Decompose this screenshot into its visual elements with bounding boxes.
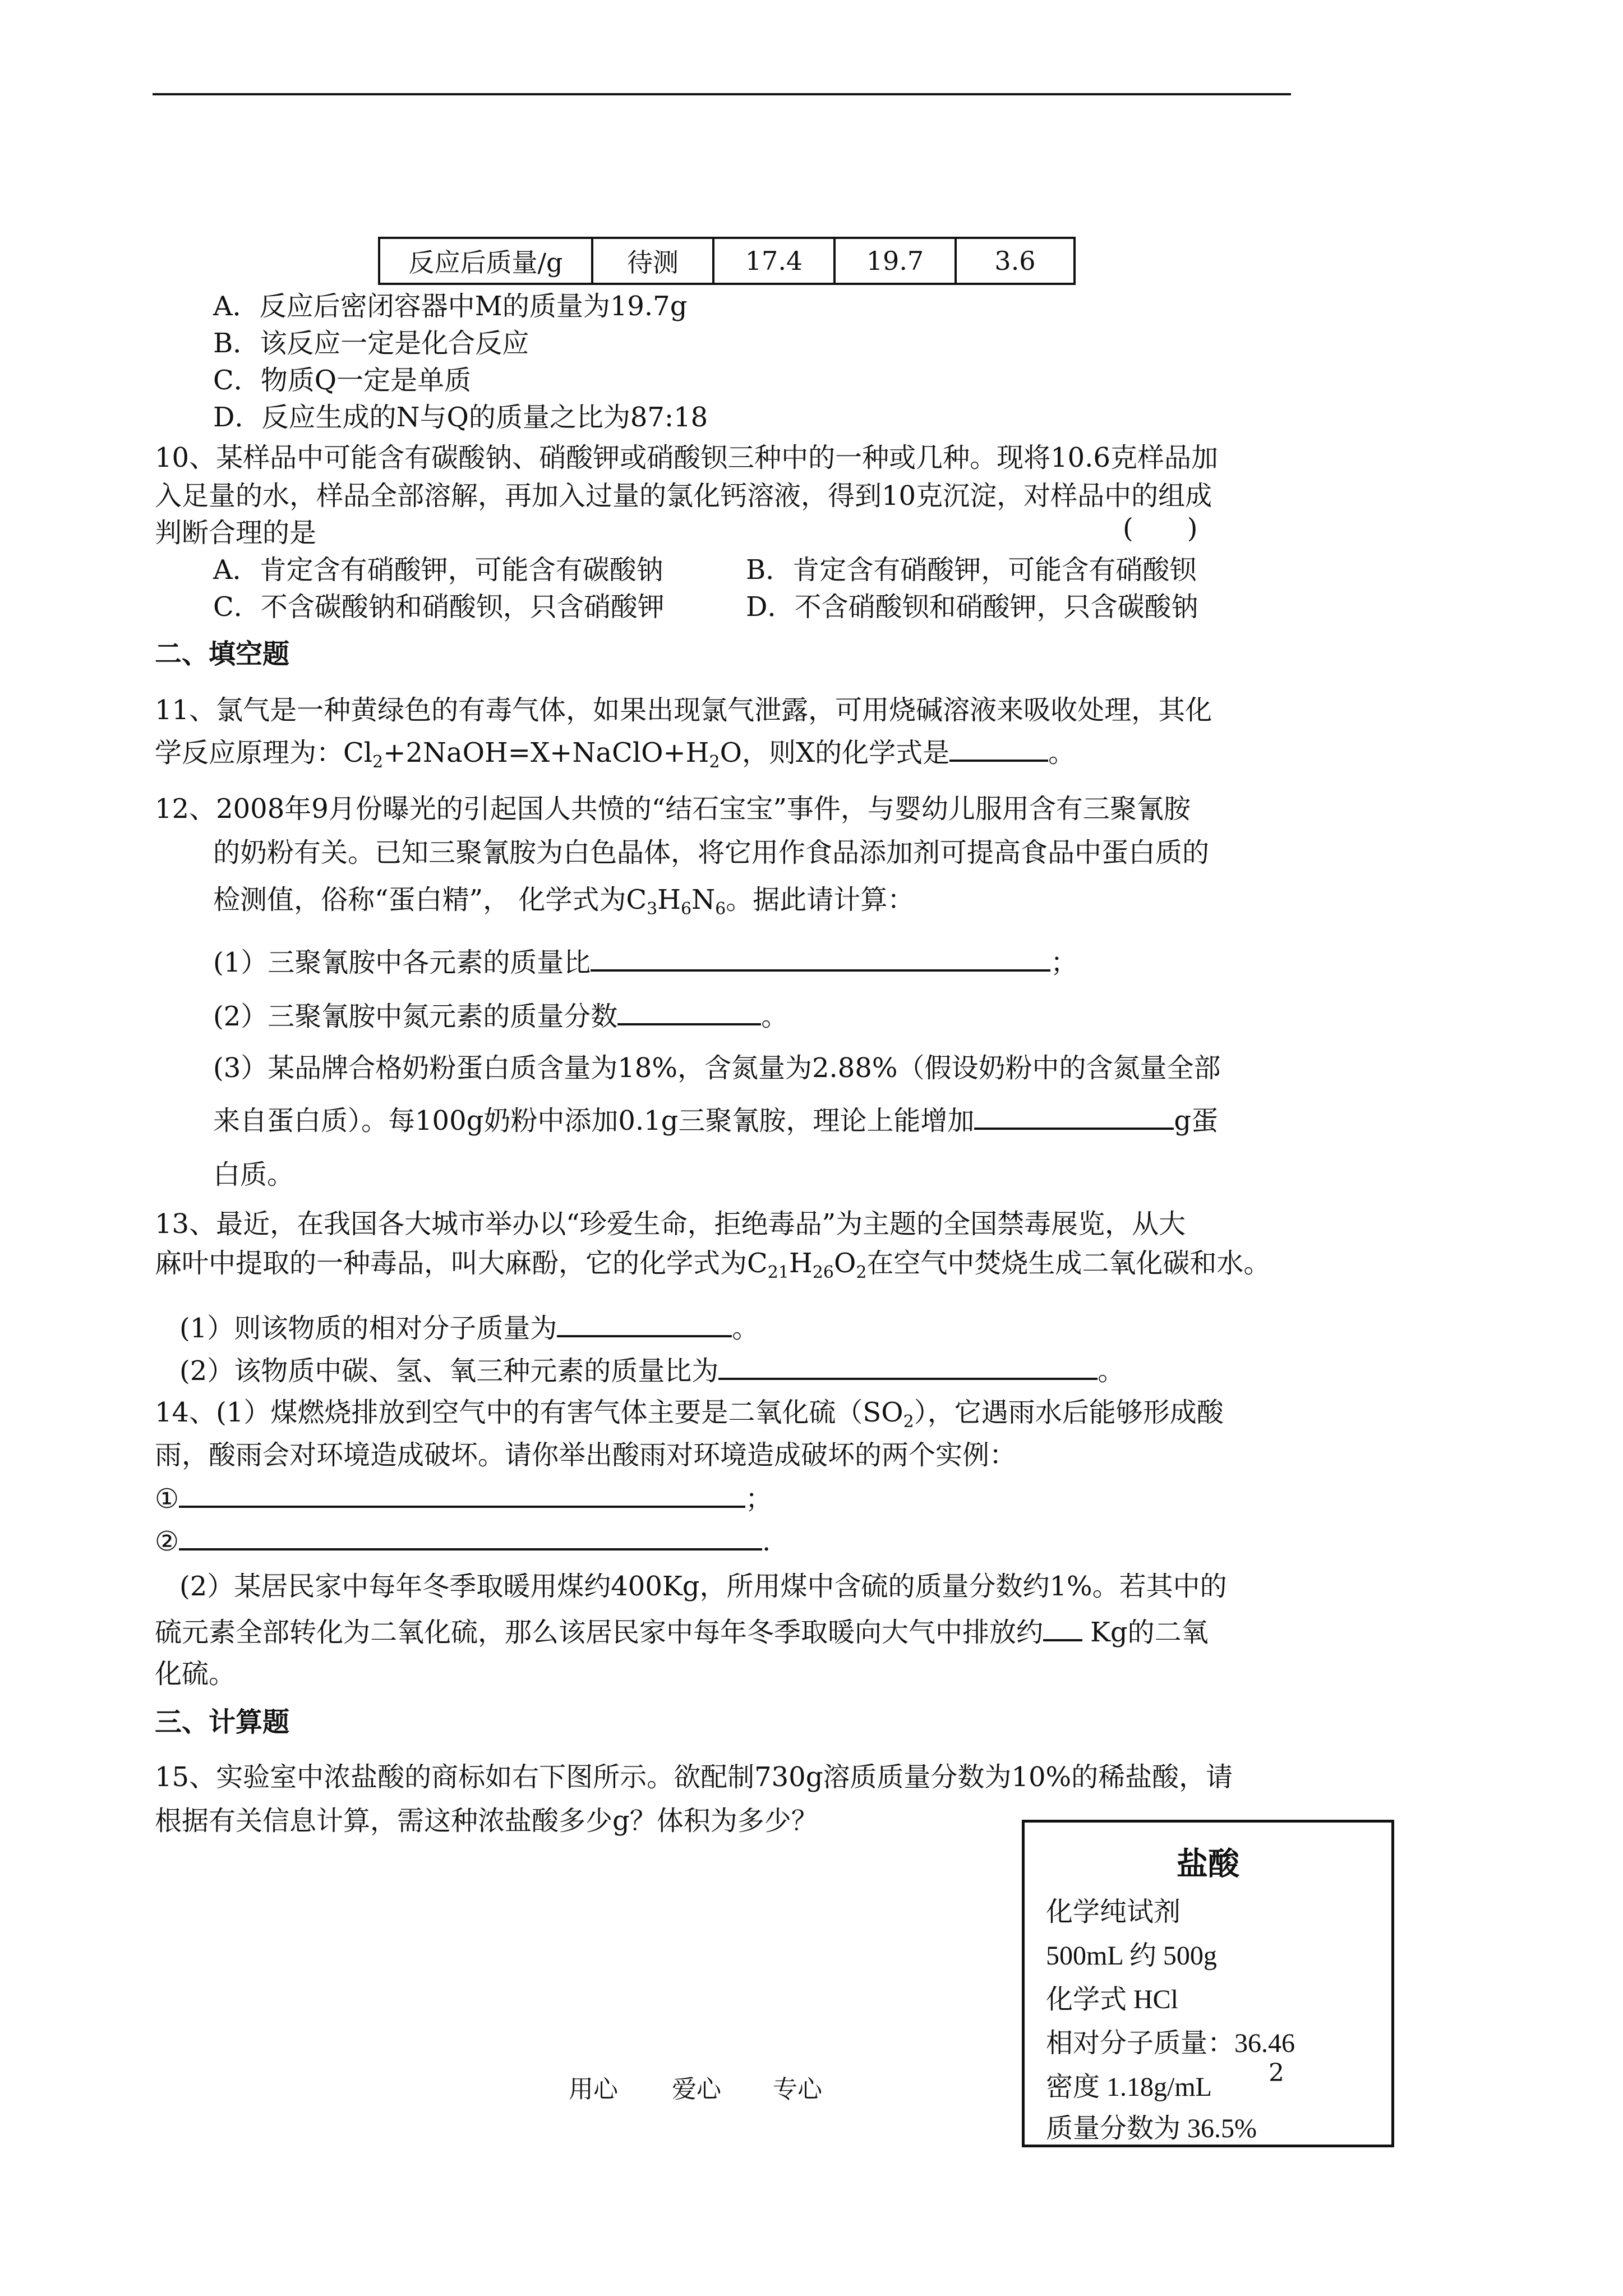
answer-blank [179, 1524, 762, 1550]
answer-paren: ( ) [1123, 513, 1198, 544]
q12-line1: 12、2008年9月份曝光的引起国人共愤的“结石宝宝”事件，与婴幼儿服用含有三聚氰胺 [155, 793, 1191, 825]
answer-blank [617, 999, 761, 1025]
table-cell: 17.4 [713, 238, 834, 284]
answer-blank [718, 1353, 1098, 1380]
q10-option-c: C．不含碳酸钠和硝酸钡，只含硝酸钾 [213, 591, 665, 623]
q12-line2: 的奶粉有关。已知三聚氰胺为白色晶体，将它用作食品添加剂可提高食品中蛋白质的 [213, 837, 1210, 868]
q13-line2: 麻叶中提取的一种毒品，叫大麻酚，它的化学式为$C_{21}H_{26}O_2$在空气中焚烧生成二氧化碳和水。 [155, 1248, 1271, 1282]
answer-blank [557, 1310, 732, 1337]
q12-sub3-line2: 来自蛋白质）。每100g奶粉中添加0.1g三聚氰胺，理论上能增加 g蛋 [213, 1103, 1218, 1138]
q13-sub1: (1）则该物质的相对分子质量为 。 [179, 1310, 759, 1345]
q11-line1: 11、氯气是一种黄绿色的有毒气体，如果出现氯气泄露，可用烧碱溶液来吸收处理，其化 [155, 694, 1212, 726]
reagent-label-line: 化学式 HCl [1046, 1985, 1179, 2014]
footer-word: 专心 [773, 2075, 822, 2104]
answer-blank [179, 1481, 745, 1508]
q13-sub2: (2）该物质中碳、氢、氧三种元素的质量比为 。 [179, 1353, 1124, 1388]
q11-line2: 学反应原理为：$Cl_2+2NaOH=X+NaClO+H_2O$，则X的化学式是 。 [155, 735, 1075, 770]
q9-option-c: C．物质Q一定是单质 [213, 365, 472, 396]
q10-option-b: B．肯定含有硝酸钾，可能含有硝酸钡 [746, 554, 1197, 586]
q15-line1: 15、实验室中浓盐酸的商标如右下图所示。欲配制730g溶质质量分数为10%的稀盐酸，请 [155, 1761, 1233, 1793]
table-cell: 3.6 [956, 238, 1075, 284]
q12-sub2: (2）三聚氰胺中氮元素的质量分数 。 [213, 999, 788, 1033]
footer-word: 爱心 [672, 2075, 721, 2104]
reagent-label-line: 质量分数为 36.5% [1046, 2114, 1257, 2143]
q15-line2: 根据有关信息计算，需这种浓盐酸多少g？体积为多少？ [155, 1805, 818, 1837]
answer-blank [974, 1103, 1174, 1130]
table-cell: 19.7 [834, 238, 956, 284]
q9-option-d: D．反应生成的N与Q的质量之比为87:18 [213, 402, 708, 433]
reagent-label-line: 500mL 约 500g [1046, 1941, 1217, 1971]
q14-item1: ① ； [155, 1481, 772, 1516]
table-cell: 待测 [592, 238, 713, 284]
q10-line3: 判断合理的是 [155, 517, 317, 549]
q10-line1: 10、某样品中可能含有碳酸钠、硝酸钾或硝酸钡三种中的一种或几种。现将10.6克样品加 [155, 442, 1218, 473]
reagent-label [1022, 1820, 1394, 2147]
q14-item2: ② . [155, 1524, 771, 1558]
table-cell-label: 反应后质量/g [379, 238, 592, 284]
reagent-label-title: 盐酸 [1177, 1846, 1239, 1883]
reagent-label-line: 化学纯试剂 [1046, 1897, 1181, 1927]
reagent-label-line: 密度 1.18g/mL [1046, 2072, 1212, 2102]
section-heading-calc: 三、计算题 [155, 1706, 290, 1738]
q14-line1: 14、(1）煤燃烧排放到空气中的有害气体主要是二氧化硫$(SO_2)$，它遇雨水后能够形成酸 [155, 1397, 1224, 1432]
q14-p2-line1: (2）某居民家中每年冬季取暖用煤约400Kg，所用煤中含硫的质量分数约1%。若其中的 [179, 1571, 1227, 1602]
q9-option-a: A．反应后密闭容器中M的质量为19.7g [213, 291, 688, 322]
mass-table [378, 237, 1076, 285]
q10-line2: 入足量的水，样品全部溶解，再加入过量的氯化钙溶液，得到10克沉淀，对样品中的组成 [155, 480, 1212, 512]
page-number: 2 [1269, 2059, 1284, 2087]
header-rule [153, 93, 1291, 95]
footer-word: 用心 [569, 2075, 618, 2104]
q13-line1: 13、最近，在我国各大城市举办以“珍爱生命，拒绝毒品”为主题的全国禁毒展览，从大 [155, 1208, 1186, 1240]
q12-line3: 检测值，俗称“蛋白精”， 化学式为$C_3H_6N_6$。据此请计算： [213, 884, 915, 919]
q12-sub3-line1: (3）某品牌合格奶粉蛋白质含量为18%，含氮量为2.88%（假设奶粉中的含氮量全部 [213, 1052, 1221, 1084]
q12-sub3-line3: 白质。 [213, 1159, 294, 1190]
q10-option-a: A．肯定含有硝酸钾，可能含有碳酸钠 [213, 554, 663, 586]
answer-blank [949, 735, 1048, 762]
section-heading-fill: 二、填空题 [155, 638, 290, 670]
reagent-label-line: 相对分子质量：36.46 [1046, 2028, 1295, 2058]
q9-option-b: B．该反应一定是化合反应 [213, 328, 529, 359]
q14-p2-line2: 硫元素全部转化为二氧化硫，那么该居民家中每年冬季取暖向大气中排放约 Kg的二氧 [155, 1614, 1209, 1649]
q12-sub1: (1）三聚氰胺中各元素的质量比 ； [213, 945, 1077, 979]
answer-blank [1043, 1614, 1082, 1641]
q14-p2-line3: 化硫。 [155, 1658, 236, 1690]
answer-blank [591, 945, 1050, 972]
q14-line2: 雨，酸雨会对环境造成破坏。请你举出酸雨对环境造成破坏的两个实例： [155, 1439, 1017, 1471]
table-row [379, 238, 1075, 284]
q10-option-d: D．不含硝酸钡和硝酸钾，只含碳酸钠 [746, 591, 1198, 623]
